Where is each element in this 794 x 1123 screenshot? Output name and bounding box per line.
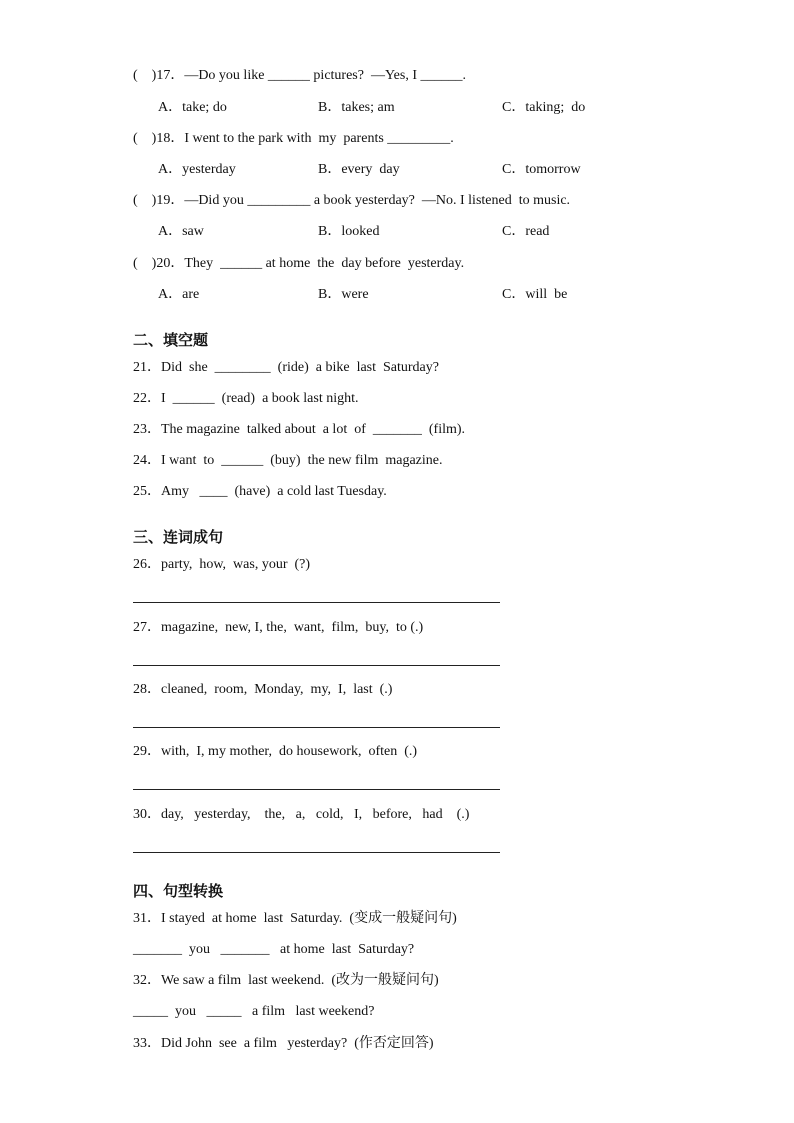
question-19: ( )19．—Did you _________ a book yesterday? —No. I listened to music. — [133, 193, 571, 208]
question-30: 30．day, yesterday, the, a, cold, I, before, had (.) — [133, 807, 470, 822]
question-27: 27．magazine, new, I, the, want, film, buy, to (.) — [133, 620, 424, 635]
question-24: 24．I want to ______ (buy) the new film magazine. — [133, 453, 443, 468]
question-28: 28．cleaned, room, Monday, my, I, last (.) — [133, 682, 393, 697]
question-33: 33．Did John see a film yesterday? (作否定回答) — [133, 1036, 434, 1051]
question-26: 26．party, how, was, your (?) — [133, 557, 311, 572]
question-32: 32．We saw a film last weekend. (改为一般疑问句) — [133, 973, 439, 988]
section-3-heading: 三、连词成句 — [133, 530, 224, 546]
question-31: 31．I stayed at home last Saturday. (变成一般疑问句) — [133, 911, 457, 926]
q18-option-b: B．every day — [318, 162, 400, 177]
question-20: ( )20．They ______ at home the day before yesterday. — [133, 256, 465, 271]
question-23: 23．The magazine talked about a lot of _______ (film). — [133, 422, 466, 437]
answer-line-29[interactable] — [133, 789, 500, 790]
answer-32: _____ you _____ a film last weekend? — [133, 1004, 375, 1019]
answer-line-26[interactable] — [133, 602, 500, 603]
answer-31: _______ you _______ at home last Saturday? — [133, 942, 415, 957]
q17-option-a: A．take; do — [158, 100, 227, 115]
answer-line-30[interactable] — [133, 852, 500, 853]
question-17: ( )17．—Do you like ______ pictures? —Yes, I ______. — [133, 68, 466, 83]
q17-option-b: B．takes; am — [318, 100, 395, 115]
answer-line-27[interactable] — [133, 665, 500, 666]
question-29: 29．with, I, my mother, do housework, often (.) — [133, 744, 418, 759]
q19-option-b: B．looked — [318, 224, 380, 239]
q19-option-a: A．saw — [158, 224, 204, 239]
section-4-heading: 四、句型转换 — [133, 884, 224, 900]
question-22: 22．I ______ (read) a book last night. — [133, 391, 359, 406]
q17-option-c: C．taking; do — [502, 100, 586, 115]
answer-line-28[interactable] — [133, 727, 500, 728]
q20-option-c: C．will be — [502, 287, 568, 302]
q18-option-c: C．tomorrow — [502, 162, 581, 177]
q20-option-a: A．are — [158, 287, 200, 302]
question-21: 21．Did she ________ (ride) a bike last Saturday? — [133, 360, 439, 375]
section-2-heading: 二、填空题 — [133, 333, 209, 349]
question-18: ( )18．I went to the park with my parents _________. — [133, 131, 454, 146]
q19-option-c: C．read — [502, 224, 550, 239]
q20-option-b: B．were — [318, 287, 369, 302]
question-25: 25．Amy ____ (have) a cold last Tuesday. — [133, 484, 387, 499]
q18-option-a: A．yesterday — [158, 162, 236, 177]
